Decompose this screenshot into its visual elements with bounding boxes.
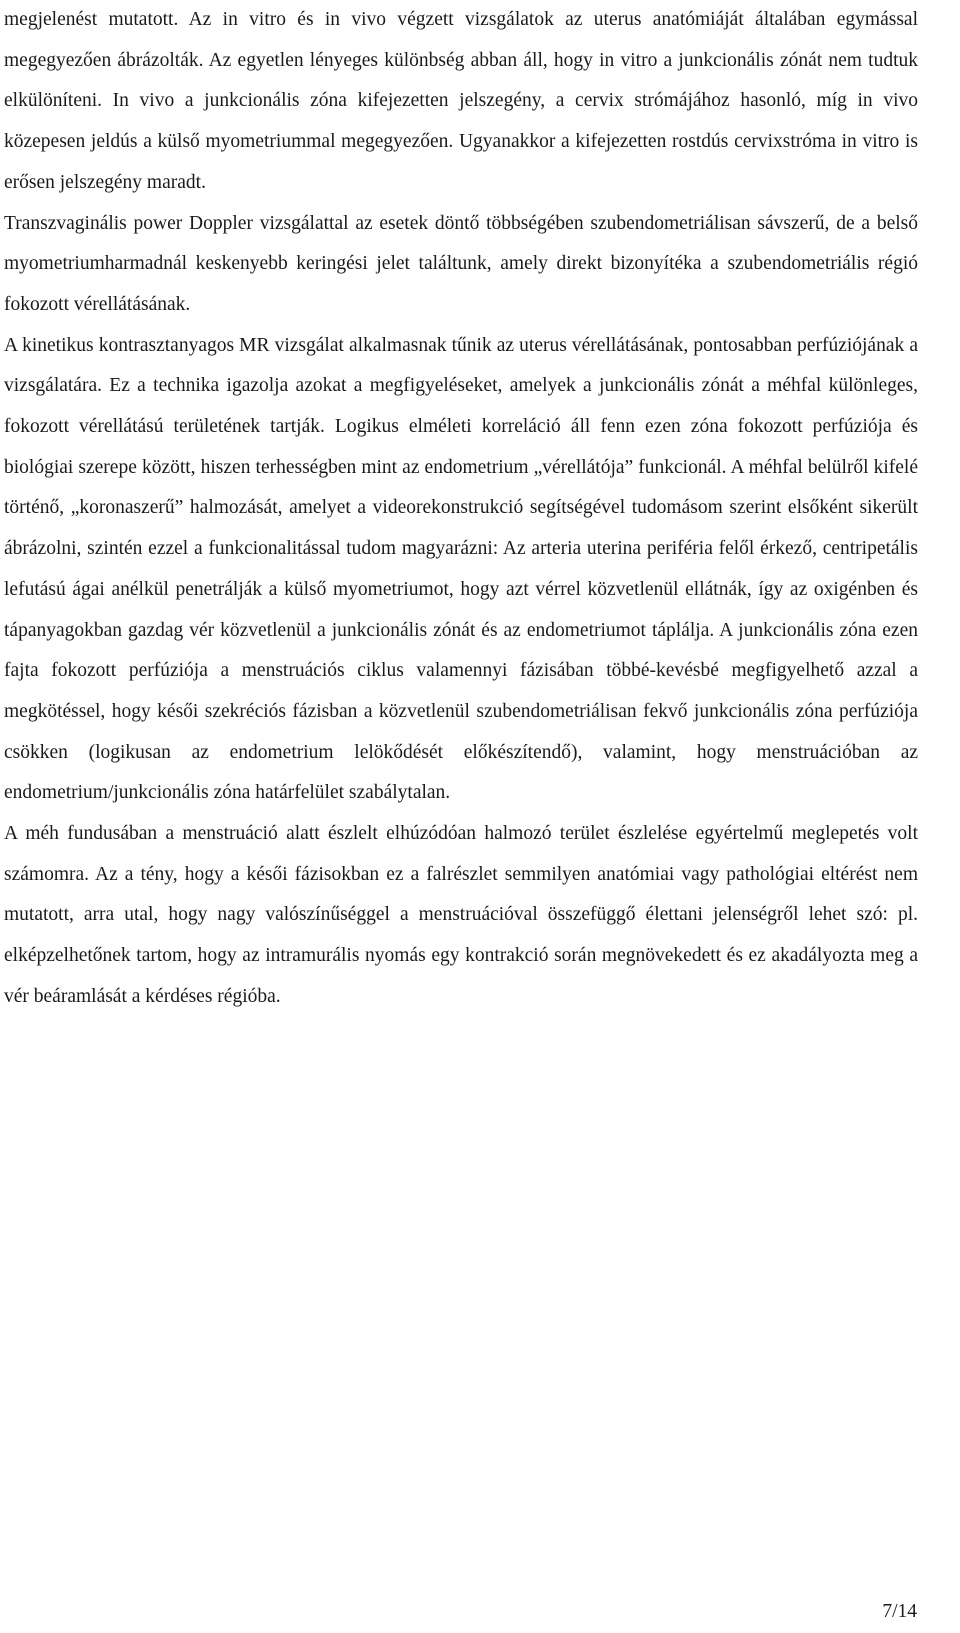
document-body	[4, 0, 918, 1018]
paragraph-4: A méh fundusában a menstruáció alatt észlelt elhúzódóan halmozó terület észlelése egyértelmű meglepetés volt számomra. Az a tény, hogy a késői fázisokban ez a falrészlet semmilyen anatómiai vagy pathológiai eltérést nem mutatott, arra utal, hogy nagy valószínűséggel a menstruációval összefüggő élettani jelenségről lehet szó: pl. elképzelhetőnek tartom, hogy az intramurális nyomás egy kontrakció során megnövekedett és ez akadályozta meg a vér beáramlását a kérdéses régióba.	[4, 823, 918, 1007]
paragraph-1: megjelenést mutatott. Az in vitro és in vivo végzett vizsgálatok az uterus anatómiáját általában egymással megegyezően ábrázolták. Az egyetlen lényeges különbség abban áll, hogy in vitro a junkcionális zónát nem tudtuk elkülöníteni. In vivo a junkcionális zóna kifejezetten jelszegény, a cervix strómájához hasonló, míg in vivo közepesen jeldús a külső myometriummal megegyezően. Ugyanakkor a kifejezetten rostdús cervixstróma in vitro is erősen jelszegény maradt.	[4, 9, 918, 193]
paragraph-3: A kinetikus kontrasztanyagos MR vizsgálat alkalmasnak tűnik az uterus vérellátásának, pontosabban perfúziójának a vizsgálatára. Ez a technika igazolja azokat a megfigyeléseket, amelyek a junkcionális zónát a méhfal különleges, fokozott vérellátású területének tartják. Logikus elméleti korreláció áll fenn ezen zóna fokozott perfúziója és biológiai szerepe között, hiszen terhességben mint az endometrium „vérellátója” funkcionál. A méhfal belülről kifelé történő, „koronaszerű” halmozását, amelyet a videorekonstrukció segítségével tudomásom szerint elsőként sikerült ábrázolni, szintén ezzel a funkcionalitással tudom magyarázni: Az arteria uterina periféria felől érkező, centripetális lefutású ágai anélkül penetrálják a külső myometriumot, hogy azt vérrel közvetlenül ellátnák, így az oxigénben és tápanyagokban gazdag vér közvetlenül a junkcionális zónát és az endometriumot táplálja. A junkcionális zóna ezen fajta fokozott perfúziója a menstruációs ciklus valamennyi fázisában többé-kevésbé megfigyelhető azzal a megkötéssel, hogy késői szekréciós fázisban a közvetlenül szubendometriálisan fekvő junkcionális zóna perfúziója csökken (logikusan az endometrium lelökődését előkészítendő), valamint, hogy menstruációban az endometrium/junkcionális zóna határfelület szabálytalan.	[4, 334, 918, 804]
page-number: 7/14	[882, 1601, 917, 1622]
paragraph-2: Transzvaginális power Doppler vizsgálattal az esetek döntő többségében szubendometriálisan sávszerű, de a belső myometriumharmadnál keskenyebb keringési jelet találtunk, amely direkt bizonyítéka a szubendometriális régió fokozott vérellátásának.	[4, 212, 918, 315]
